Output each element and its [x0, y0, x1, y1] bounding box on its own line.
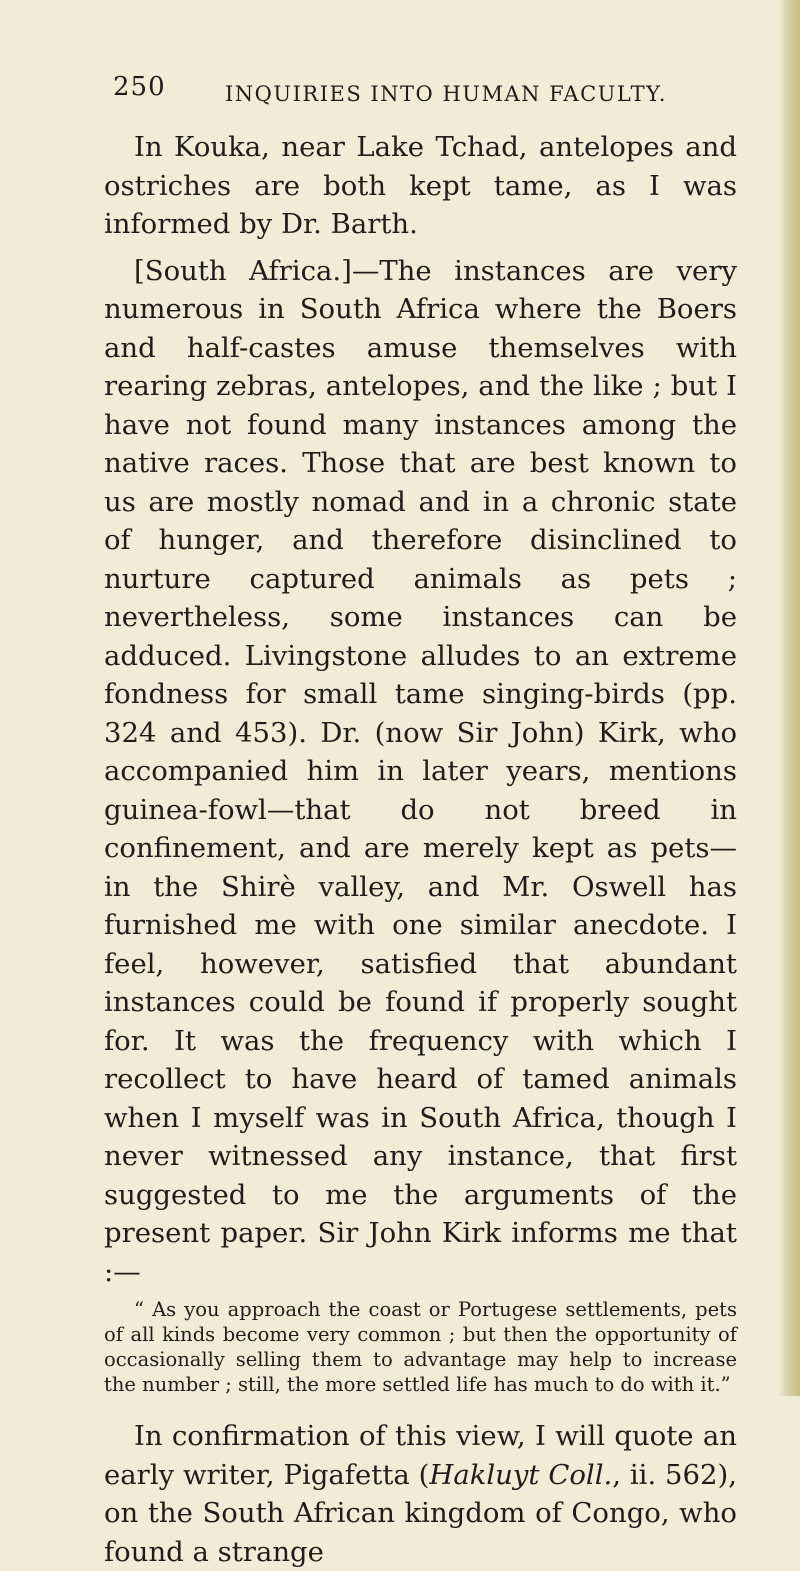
paragraph-text-continued: , ii. 562), on the South African kingdom of Congo, who found a strange — [104, 1458, 737, 1568]
page-edge-shadow — [778, 0, 800, 1396]
paragraph-kouka: In Kouka, near Lake Tchad, antelopes and ostriches are both kept tame, as I was informed by Dr. Barth. — [104, 131, 737, 240]
block-quote-kirk: “ As you approach the coast or Portugese settlements, pets of all kinds become very common ; but then the opportunity of occasionally selling them to advantage may help to increase the number ; still, the more settled life has much to do with it.” — [104, 1298, 737, 1396]
page-header — [113, 72, 733, 122]
paragraph-south-africa: [South Africa.]—The instances are very numerous in South Africa where the Boers and half-castes amuse themselves with rearing zebras, antelopes, and the like ; but I have not found many instances among the native races. Those that are best known to us are mostly nomad and in a chronic state of hunger, and therefore disinclined to nurture captured animals as pets ; nevertheless, some instances can be adduced. Livingstone alludes to an extreme fondness for small tame singing-birds (pp. 324 and 453). Dr. (now Sir John) Kirk, who accompanied him in later years, mentions guinea-fowl—that do not breed in confinement, and are merely kept as pets—in the Shirè valley, and Mr. Oswell has furnished me with one similar anecdote. I feel, however, satisfied that abundant instances could be found if properly sought for. It was the frequency with which I recollect to have heard of tamed animals when I myself was in South Africa, though I never witnessed any instance, that first suggested to me the arguments of the present paper. Sir John Kirk informs me that :— — [104, 254, 737, 1288]
paragraph-text: In confirmation of this view, I will quote an early writer, Pigafetta ( — [104, 1420, 737, 1491]
running-head: INQUIRIES INTO HUMAN FACULTY. — [225, 82, 667, 106]
citation-title: Hakluyt Coll. — [429, 1458, 613, 1491]
paragraph-pigafetta — [104, 1417, 737, 1571]
page-number: 250 — [113, 72, 166, 102]
body-text — [104, 128, 737, 1571]
